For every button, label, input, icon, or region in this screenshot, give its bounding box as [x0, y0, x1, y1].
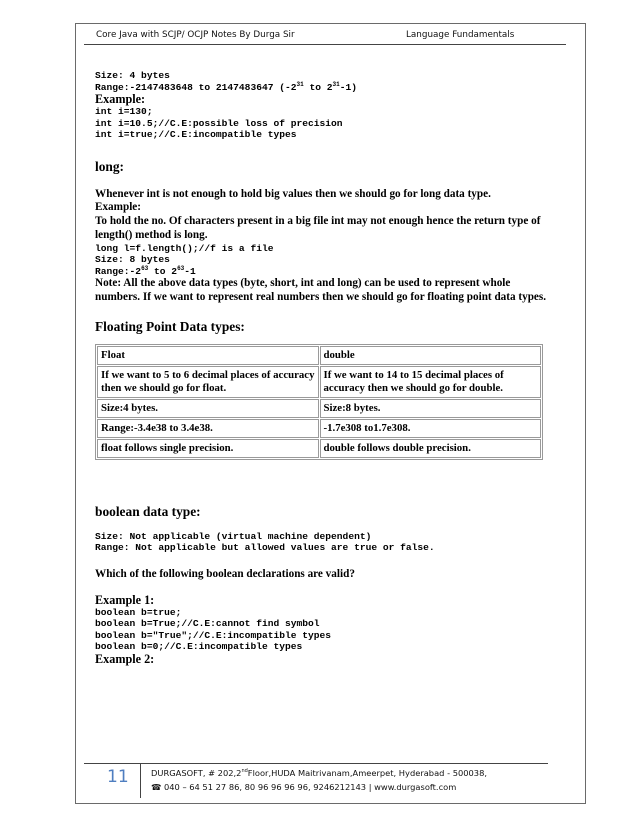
boolean-range: Range: Not applicable but allowed values are true or false. [95, 542, 435, 554]
boolean-heading: boolean data type: [95, 503, 201, 519]
int-code-line: int i=130; [95, 106, 153, 117]
int-range: Range:-2147483648 to 2147483647 ($-2^{31}$ to $2^{31}-1$) [95, 80, 357, 93]
table-cell: double follows double precision. [320, 439, 542, 458]
boolean-code-line: boolean b="True";//C.E:incompatible types [95, 629, 332, 641]
long-size: Size: 8 bytes [95, 254, 170, 266]
long-note: Note: All the above data types (byte, short, int and long) can be used to represent whole numbers. If we want to represent real numbers then we should go for floating point data types. [95, 277, 547, 303]
table-cell: If we want to 5 to 6 decimal places of accuracy then we should go for float. [97, 366, 319, 398]
boolean-code-line: boolean b=true; [95, 606, 182, 618]
long-heading: long: [95, 158, 125, 174]
table-cell: Size:4 bytes. [97, 399, 319, 418]
int-code-line: int i=true;//C.E:incompatible types [95, 129, 297, 140]
footer-address: DURGASOFT, # 202,2ndFloor,HUDA Maitrivanam,Ameerpet, Hyderabad - 500038, [151, 768, 488, 778]
table-header-cell: Float [97, 346, 319, 365]
int-code-line: int i=10.5;//C.E:possible loss of precision [95, 117, 343, 129]
page-number: 11 [107, 767, 129, 787]
table-header-row [97, 346, 541, 365]
page-content [95, 70, 555, 666]
header-title: Core Java with SCJP/ OCJP Notes By Durga Sir [96, 30, 295, 40]
table-cell: Range:-3.4e38 to 3.4e38. [97, 419, 319, 438]
phone-icon: ☎ [151, 782, 162, 792]
table-row [97, 366, 541, 398]
boolean-size: Size: Not applicable (virtual machine dependent) [95, 530, 372, 542]
table-cell: Size:8 bytes. [320, 399, 542, 418]
table-row [97, 419, 541, 438]
table-cell: float follows single precision. [97, 439, 319, 458]
boolean-question: Which of the following boolean declarations are valid? [95, 567, 355, 580]
long-para: Whenever int is not enough to hold big values then we should go for long data type. [95, 187, 491, 200]
long-code-line: long l=f.length();//f is a file [95, 242, 274, 254]
header-rule [84, 44, 566, 45]
header-section: Language Fundamentals [406, 30, 515, 40]
table-row [97, 439, 541, 458]
long-example-label: Example: [95, 201, 141, 214]
boolean-code-line: boolean b=True;//C.E:cannot find symbol [95, 618, 320, 630]
boolean-code-line: boolean b=0;//C.E:incompatible types [95, 641, 303, 653]
float-heading: Floating Point Data types: [95, 318, 245, 334]
footer-contact: ☎ 040 – 64 51 27 86, 80 96 96 96 96, 9246212143 | www.durgasoft.com [151, 782, 457, 792]
long-range: $Range:-2^{63}$ to $2^{63}-1$ [95, 264, 196, 277]
footer-divider [140, 764, 141, 798]
int-example-label: Example: [95, 92, 146, 106]
example1-label: Example 1: [95, 592, 155, 607]
table-cell: If we want to 14 to 15 decimal places of accuracy then we should go for double. [320, 366, 542, 398]
long-para: To hold the no. Of characters present in a big file int may not enough hence the return type of length() method is long. [95, 215, 541, 241]
footer-rule [84, 763, 548, 764]
float-double-table [95, 344, 543, 460]
int-size: Size: 4 bytes [95, 70, 170, 81]
table-row [97, 399, 541, 418]
example2-label: Example 2: [95, 651, 155, 666]
table-header-cell: double [320, 346, 542, 365]
table-cell: -1.7e308 to1.7e308. [320, 419, 542, 438]
